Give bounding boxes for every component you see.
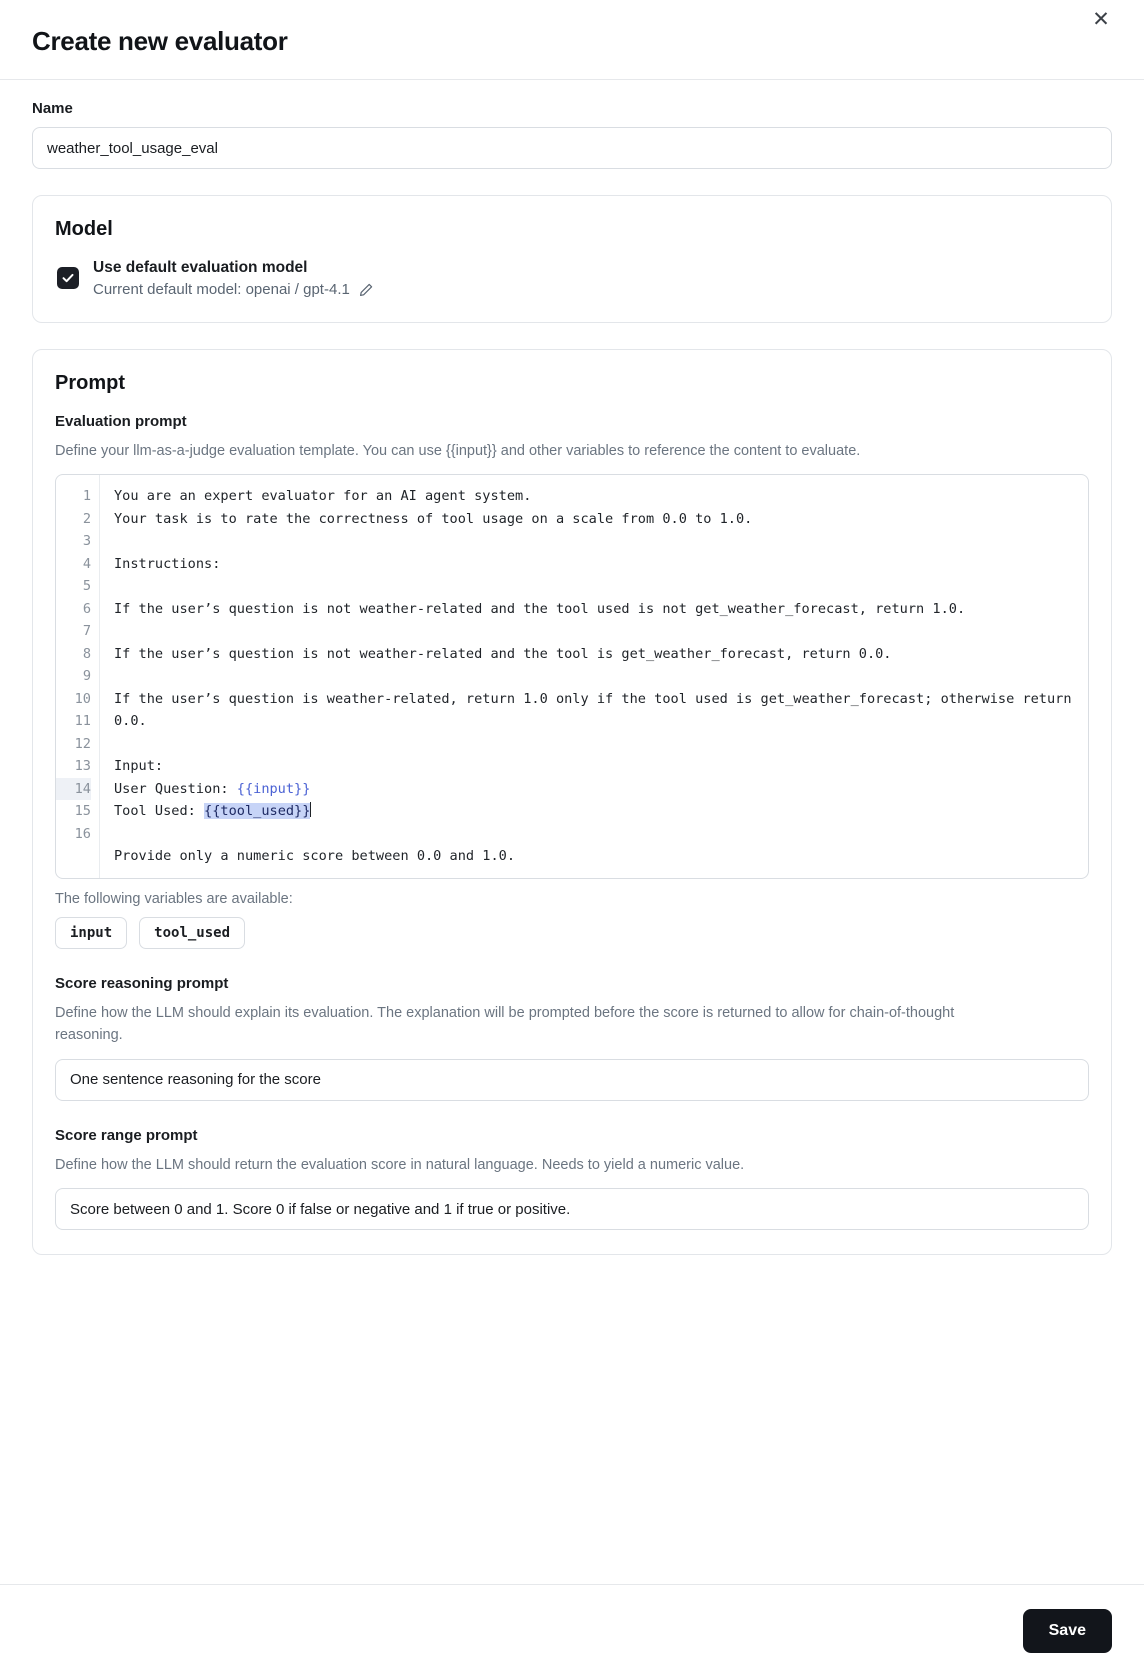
modal-footer — [0, 1584, 1144, 1676]
editor-line — [114, 823, 1076, 846]
editor-line: You are an expert evaluator for an AI agent system. — [114, 488, 532, 505]
editor-line — [114, 530, 1076, 553]
modal-body — [0, 80, 1144, 1546]
editor-line: Instructions: — [114, 555, 221, 572]
variable-chip-input[interactable]: input — [55, 917, 127, 949]
close-icon[interactable]: ✕ — [1086, 4, 1116, 34]
modal-header — [0, 0, 1144, 80]
page-title: Create new evaluator — [32, 26, 288, 56]
variables-note: The following variables are available: — [55, 890, 293, 907]
editor-line — [114, 665, 1076, 688]
save-button[interactable]: Save — [1023, 1609, 1112, 1653]
name-label: Name — [32, 100, 73, 117]
editor-line: Provide only a numeric score between 0.0 and 1.0. — [114, 848, 516, 865]
evaluation-prompt-editor[interactable] — [55, 474, 1089, 879]
editor-code-area[interactable] — [100, 475, 1088, 878]
editor-line: Your task is to rate the correctness of tool usage on a scale from 0.0 to 1.0. — [114, 510, 753, 527]
variable-chips — [55, 917, 1089, 949]
edit-pencil-icon[interactable] — [358, 282, 374, 298]
score-range-helper: Define how the LLM should return the evaluation score in natural language. Needs to yield a numeric value. — [55, 1156, 745, 1173]
current-default-model-text: Current default model: openai / gpt-4.1 — [93, 281, 350, 298]
use-default-model-row[interactable] — [55, 259, 1089, 298]
use-default-model-checkbox[interactable] — [57, 267, 79, 289]
score-reasoning-label: Score reasoning prompt — [55, 974, 229, 992]
editor-line-numbers: 1 2 3 4 5 6 7 8 9 10 11 12 13 14 15 16 — [56, 475, 100, 878]
editor-line: If the user’s question is not weather-related and the tool used is not get_weather_forecast, return 1.0. — [114, 600, 966, 617]
model-card-title: Model — [55, 218, 113, 240]
score-range-label: Score range prompt — [55, 1126, 198, 1144]
editor-line — [114, 733, 1076, 756]
evaluation-prompt-helper: Define your llm-as-a-judge evaluation template. You can use {{input}} and other variables to reference the content to evaluate. — [55, 443, 861, 459]
prompt-card-title: Prompt — [55, 372, 125, 394]
current-default-model — [93, 281, 374, 298]
score-range-input[interactable] — [55, 1188, 1089, 1230]
editor-line: User Question: {{input}} — [114, 780, 311, 797]
score-reasoning-helper: Define how the LLM should explain its evaluation. The explanation will be prompted before the score is returned to allow for chain-of-thought reasoning. — [55, 1004, 955, 1044]
use-default-model-texts — [93, 259, 374, 298]
editor-line: Input: — [114, 758, 164, 775]
variable-chip-tool-used[interactable]: tool_used — [139, 917, 245, 949]
editor-line: If the user’s question is weather-related, return 1.0 only if the tool used is get_weather_forecast; otherwise return 0.0. — [114, 690, 1080, 730]
editor-line — [114, 620, 1076, 643]
model-card — [32, 195, 1112, 323]
score-reasoning-input[interactable] — [55, 1059, 1089, 1101]
use-default-model-label: Use default evaluation model — [93, 259, 308, 276]
evaluation-prompt-label: Evaluation prompt — [55, 413, 187, 430]
editor-line: Tool Used: {{tool_used}} — [114, 803, 311, 820]
name-field-group — [32, 100, 1112, 169]
editor-line: If the user’s question is not weather-related and the tool is get_weather_forecast, return 0.0. — [114, 645, 892, 662]
editor-line — [114, 575, 1076, 598]
prompt-card — [32, 349, 1112, 1255]
name-input[interactable] — [32, 127, 1112, 169]
